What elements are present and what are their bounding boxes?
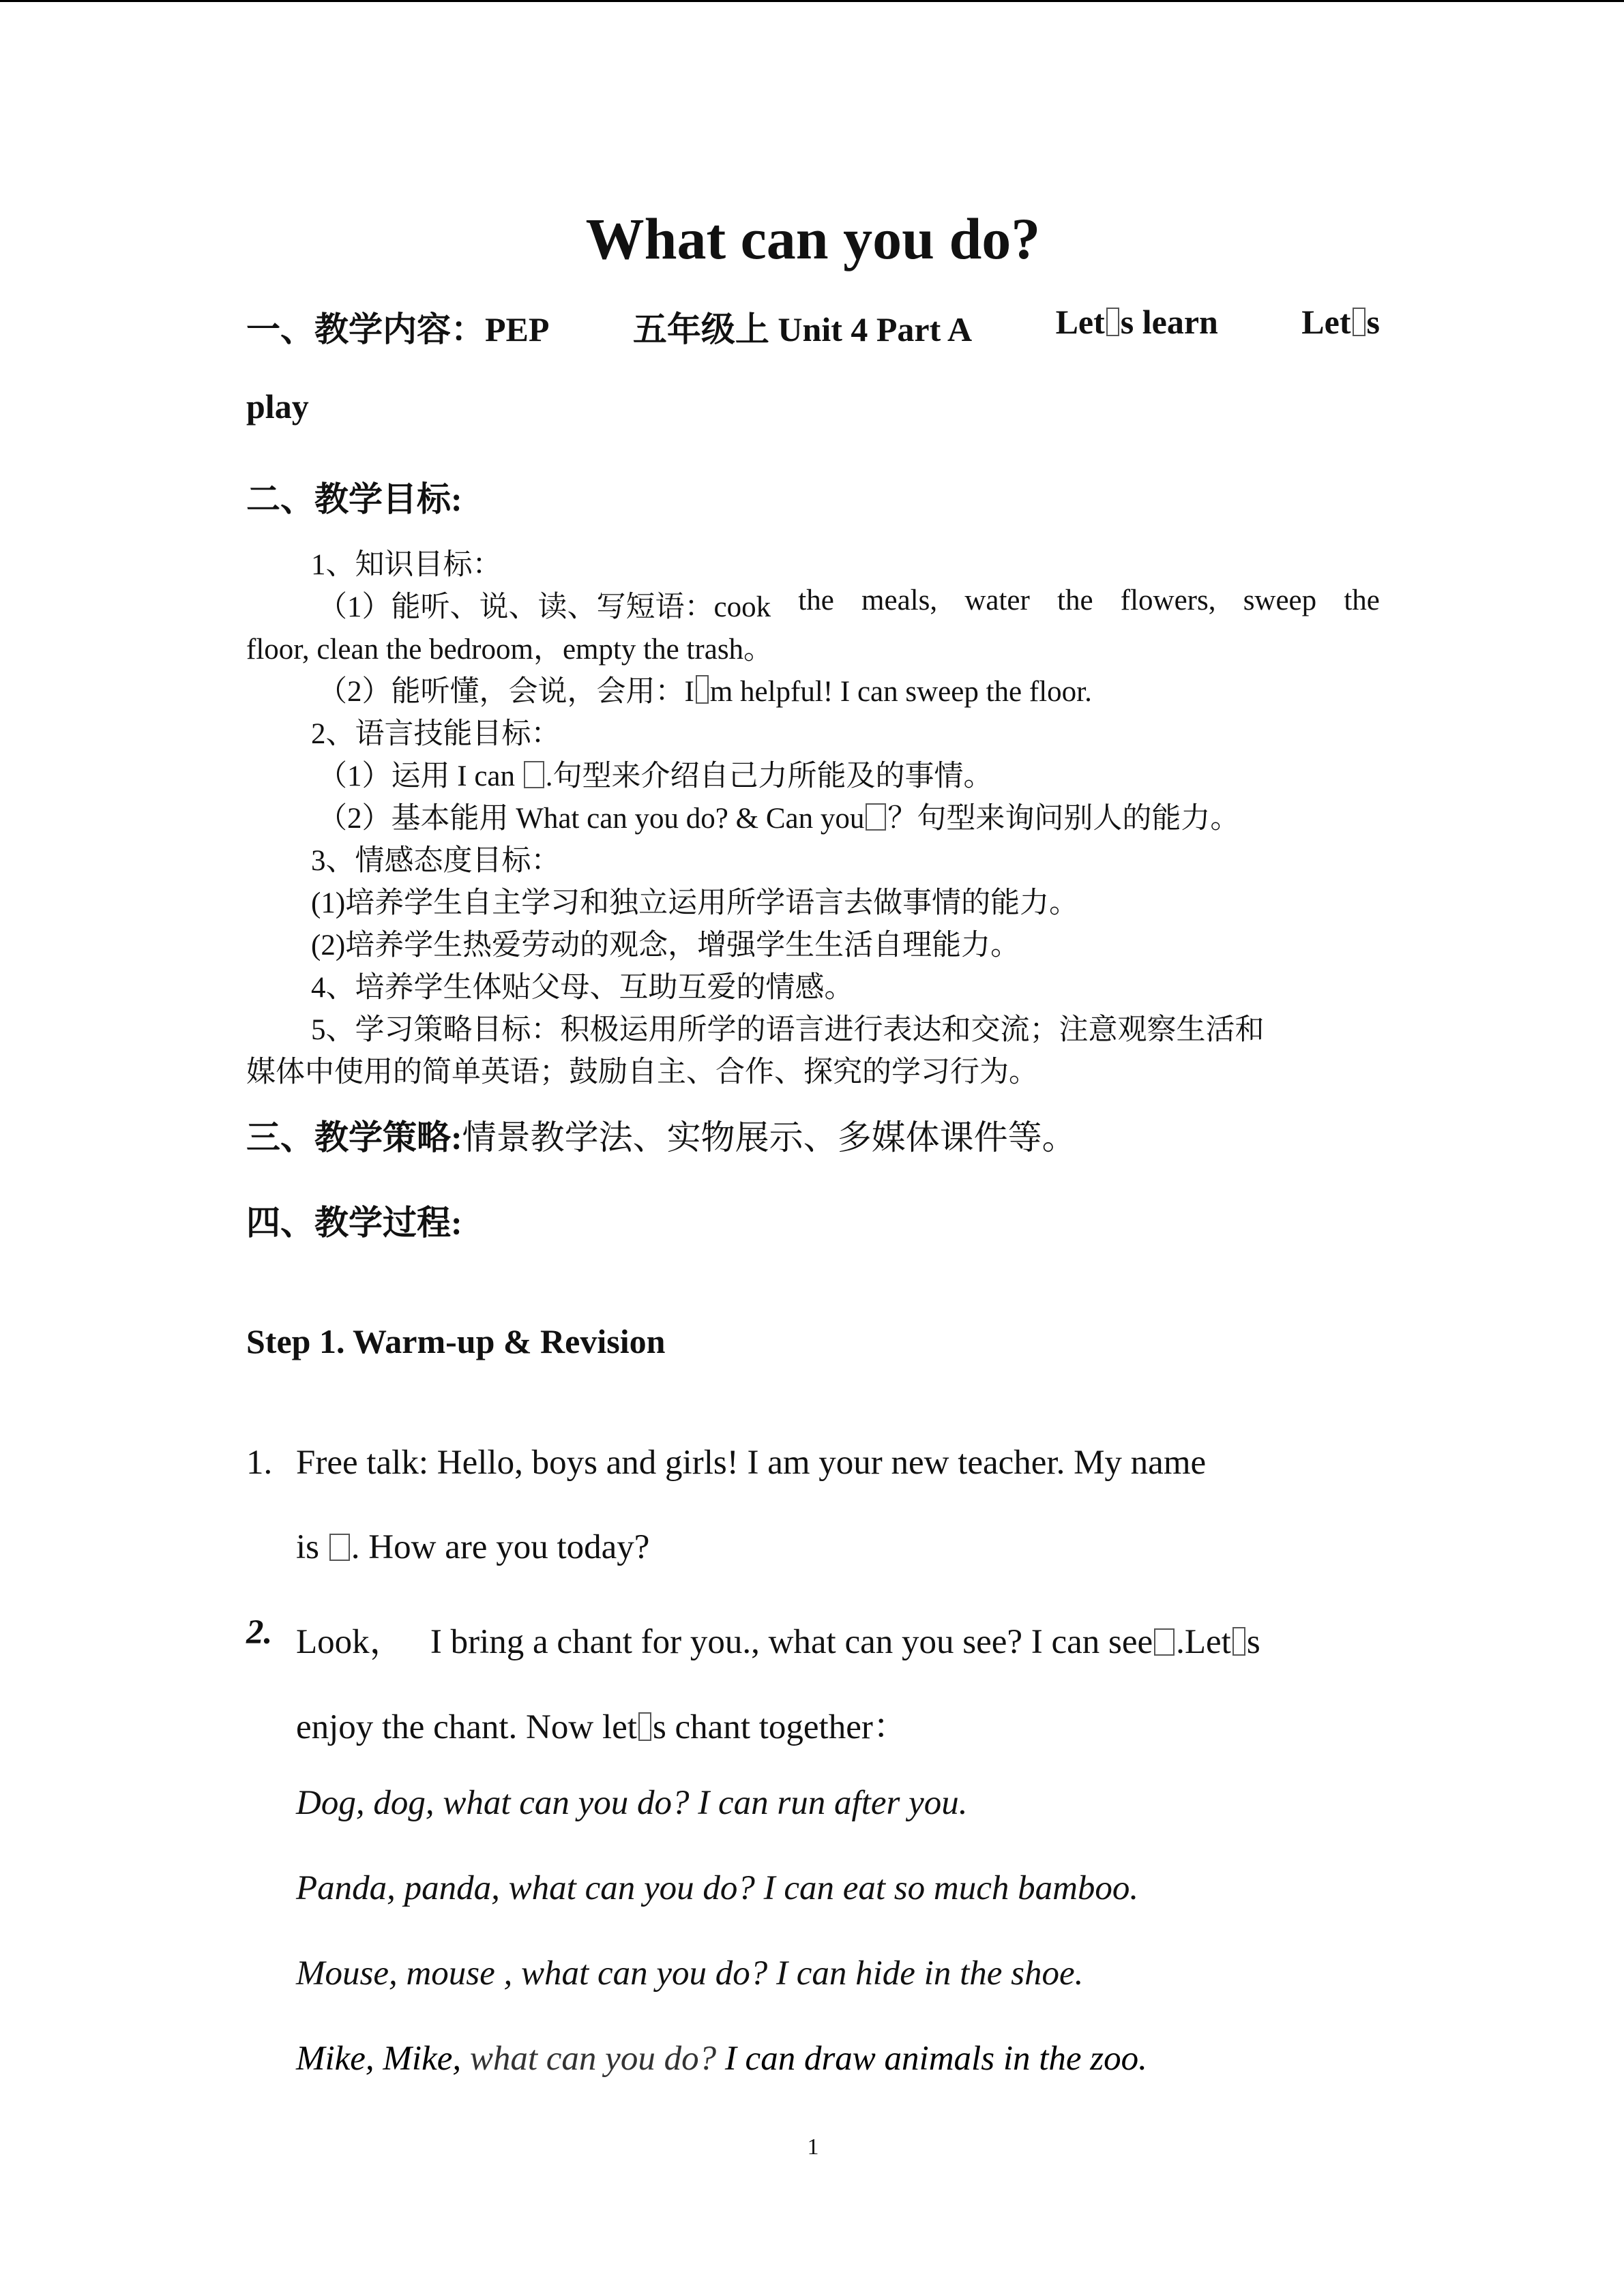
chant4-answer: I can draw animals in the zoo. xyxy=(724,2040,1147,2078)
skill-objectives-title: 2、语言技能目标： xyxy=(311,718,561,750)
k1-word: （1）能听、说、读、写短语：cook xyxy=(318,591,771,623)
missing-glyph-box xyxy=(638,1712,651,1741)
item1-rest: . How are you today? xyxy=(351,1528,650,1566)
section-1-unit: Unit 4 Part A xyxy=(778,310,973,348)
document-title: What can you do? xyxy=(585,206,1041,271)
section-3-text: 情景教学法、实物展示、多媒体课件等。 xyxy=(462,1118,1076,1157)
section-3-label: 三、教学策略: xyxy=(246,1118,462,1157)
k1-word: flowers, xyxy=(1120,584,1216,616)
attitude-objectives-title: 3、情感态度目标： xyxy=(311,845,561,877)
page-number: 1 xyxy=(807,2134,819,2160)
k1-word: the xyxy=(1057,584,1093,616)
skill-objective-2 xyxy=(318,795,1239,837)
step-1-item-2-line2 xyxy=(296,1698,908,1748)
item2-chant-together: s chant together： xyxy=(652,1708,908,1746)
chant4-name: Mike, Mike, xyxy=(296,2040,462,2078)
section-teaching-content xyxy=(246,302,1380,351)
missing-glyph-box xyxy=(524,761,544,788)
missing-glyph-box xyxy=(1353,308,1365,336)
step-1-item-1-line2 xyxy=(296,1527,649,1567)
step-1-item-2-number: 2. xyxy=(246,1613,273,1652)
lets-play-s: s xyxy=(1366,303,1380,341)
section-1-grade: 五年级上 xyxy=(632,310,769,348)
step-1-item-2-line1 xyxy=(296,1613,1260,1663)
objective-5-line1: 5、学习策略目标：积极运用所学的语言进行表达和交流；注意观察生活和 xyxy=(311,1014,1265,1046)
missing-glyph-box xyxy=(1154,1628,1175,1656)
missing-glyph-box xyxy=(1106,308,1119,336)
missing-glyph-box xyxy=(1232,1627,1245,1656)
missing-glyph-box xyxy=(696,675,709,704)
section-1-play: play xyxy=(246,387,309,426)
k1-word: the xyxy=(798,584,834,616)
item2-text: I bring a chant for you., what can you see? I can see xyxy=(430,1623,1153,1661)
item1-is: is xyxy=(296,1528,320,1566)
lets-play-let: Let xyxy=(1301,303,1351,341)
k2-part-a: （2）能听懂，会说，会用：I xyxy=(318,676,694,708)
step-1-heading: Step 1. Warm-up & Revision xyxy=(246,1322,666,1360)
s1-part-b: .句型来介绍自己力所能及的事情。 xyxy=(545,760,993,792)
item2-lets: .Let xyxy=(1176,1623,1231,1661)
s2-part-b: ？句型来询问别人的能力。 xyxy=(887,803,1240,835)
attitude-objective-1: (1)培养学生自主学习和独立运用所学语言去做事情的能力。 xyxy=(311,887,1079,919)
step-1-item-1-number: 1. xyxy=(246,1444,273,1482)
objective-5-line2: 媒体中使用的简单英语；鼓励自主、合作、探究的学习行为。 xyxy=(246,1056,1038,1088)
section-strategy xyxy=(246,1110,1076,1159)
lets-learn-learn: s learn xyxy=(1120,303,1218,341)
section-1-lets-play xyxy=(1301,302,1380,351)
section-1-pep: PEP xyxy=(485,310,550,348)
k2-part-b: m helpful! I can sweep the floor. xyxy=(709,676,1092,708)
item2-enjoy: enjoy the chant. Now let xyxy=(296,1708,637,1746)
missing-glyph-box xyxy=(329,1534,350,1561)
missing-glyph-box xyxy=(866,803,886,831)
knowledge-objectives-title: 1、知识目标： xyxy=(311,549,502,581)
k1-word: meals, xyxy=(861,584,938,616)
k1-word: sweep xyxy=(1243,584,1317,616)
chant-line-1: Dog, dog, what can you do? I can run after you. xyxy=(296,1784,968,1822)
knowledge-objective-2 xyxy=(318,668,1092,710)
knowledge-objective-1-line2: floor, clean the bedroom，empty the trash。 xyxy=(246,633,773,666)
step-1-item-1-line1: Free talk: Hello, boys and girls! I am your new teacher. My name xyxy=(296,1444,1207,1482)
chant-line-3: Mouse, mouse , what can you do? I can hide in the shoe. xyxy=(296,1954,1084,1993)
chant4-question: what can you do? xyxy=(469,2040,717,2078)
lets-learn-let: Let xyxy=(1055,303,1105,341)
k1-word: the xyxy=(1344,584,1380,616)
s2-part-a: （2）基本能用 What can you do? & Can you xyxy=(318,803,865,835)
section-1-label: 一、教学内容： xyxy=(246,310,485,348)
section-objectives-heading: 二、教学目标: xyxy=(246,480,462,518)
chant-line-4 xyxy=(296,2039,1147,2078)
knowledge-objective-1-line1 xyxy=(318,584,1380,625)
section-process-heading: 四、教学过程: xyxy=(246,1204,462,1242)
chant-line-2: Panda, panda, what can you do? I can eat so much bamboo. xyxy=(296,1869,1139,1907)
section-1-lets-learn xyxy=(1056,302,1218,351)
item2-look: Look， xyxy=(296,1623,404,1661)
section-1-grade-unit xyxy=(633,302,972,351)
page-top-border xyxy=(0,0,1624,2)
s1-part-a: （1）运用 I can xyxy=(318,760,515,792)
skill-objective-1 xyxy=(318,753,993,794)
attitude-objective-2: (2)培养学生热爱劳动的观念，增强学生生活自理能力。 xyxy=(311,929,1020,961)
objective-4: 4、培养学生体贴父母、互助互爱的情感。 xyxy=(311,972,854,1004)
item2-s: s xyxy=(1246,1623,1260,1661)
k1-word: water xyxy=(964,584,1030,616)
